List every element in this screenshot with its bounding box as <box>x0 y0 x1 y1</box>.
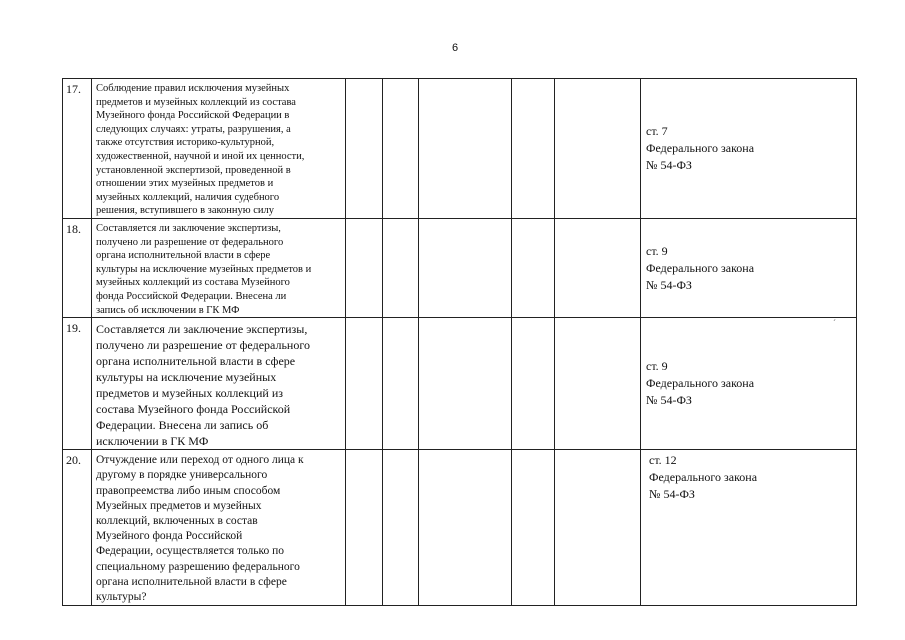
requirement-line: культуры на исключение музейных предметов и <box>96 263 312 275</box>
empty-cell <box>555 219 641 318</box>
requirement-line: Музейного фонда Российской Федерации в <box>96 110 290 122</box>
requirement-line: Составляется ли заключение экспертизы, <box>96 322 308 337</box>
legal-basis-line: Федерального закона <box>646 260 755 275</box>
legal-basis-line: ст. 9 <box>646 359 668 374</box>
requirement-cell <box>92 79 346 219</box>
requirement-line: другому в порядке универсального <box>96 469 268 482</box>
legal-basis-line: № 54-ФЗ <box>649 487 695 502</box>
empty-cell <box>419 318 512 450</box>
empty-cell <box>346 318 383 450</box>
empty-cell <box>555 450 641 606</box>
requirement-line: установленной экспертизой, проведенной в <box>96 164 291 176</box>
page-number: 6 <box>451 42 459 54</box>
empty-cell <box>419 219 512 318</box>
empty-cell <box>346 219 383 318</box>
legal-basis-line: ст. 7 <box>646 124 668 138</box>
requirement-line: Музейных предметов и музейных <box>96 499 262 512</box>
requirement-cell <box>92 219 346 318</box>
requirement-line: Составляется ли заключение экспертизы, <box>96 223 281 234</box>
legal-basis-line: Федерального закона <box>649 470 758 485</box>
legal-basis-cell <box>641 450 857 606</box>
requirement-line: предметов и музейных коллекций из <box>96 386 283 401</box>
requirement-line: состава Музейного фонда Российской <box>96 402 291 417</box>
requirement-line: культуры? <box>96 590 147 603</box>
empty-cell <box>555 79 641 219</box>
legal-basis-line: Федерального закона <box>646 376 755 391</box>
table-row <box>63 318 857 450</box>
legal-basis-line: ст. 9 <box>646 243 668 258</box>
empty-cell <box>383 450 419 606</box>
requirement-line: органа исполнительной власти в сфере <box>96 354 296 369</box>
requirement-line: Соблюдение правил исключения музейных <box>96 83 290 94</box>
requirement-line: решения, вступившего в законную силу <box>96 205 275 217</box>
row-number: 19. <box>63 318 92 450</box>
requirement-line: музейных коллекций, наличия судебного <box>96 191 280 203</box>
requirement-line: культуры на исключение музейных <box>96 370 277 385</box>
row-number: 18. <box>63 219 92 318</box>
row-number: 17. <box>63 79 92 219</box>
requirement-line: получено ли разрешение от федерального <box>96 236 284 248</box>
requirement-line: Музейного фонда Российской <box>96 530 243 543</box>
requirement-line: исключении в ГК МФ <box>96 434 209 449</box>
requirement-line: коллекций, включенных в состав <box>96 514 258 527</box>
row-number: 20. <box>63 450 92 606</box>
requirement-line: правопреемства либо иным способом <box>96 484 281 497</box>
table-row <box>63 450 857 606</box>
legal-basis-line: № 54-ФЗ <box>646 393 692 408</box>
empty-cell <box>383 79 419 219</box>
empty-cell <box>419 79 512 219</box>
empty-cell <box>512 450 555 606</box>
scan-mark: ˊ <box>833 318 836 328</box>
requirement-line: фонда Российской Федерации. Внесена ли <box>96 290 287 302</box>
requirement-line: Федерации, осуществляется только по <box>96 545 285 558</box>
legal-basis-line: ст. 12 <box>649 453 677 468</box>
empty-cell <box>383 219 419 318</box>
requirement-cell <box>92 450 346 606</box>
empty-cell <box>346 450 383 606</box>
empty-cell <box>512 219 555 318</box>
table-row <box>63 219 857 318</box>
legal-basis-cell <box>641 318 857 450</box>
requirement-line: Федерации. Внесена ли запись об <box>96 418 269 433</box>
requirement-line: следующих случаях: утраты, разрушения, а <box>96 123 291 135</box>
empty-cell <box>346 79 383 219</box>
requirement-line: предметов и музейных коллекций из состава <box>96 96 296 108</box>
legal-basis-line: Федерального закона <box>646 141 755 155</box>
requirement-line: органа исполнительной власти в сфере <box>96 575 287 588</box>
requirement-line: отношении этих музейных предметов и <box>96 178 274 190</box>
empty-cell <box>419 450 512 606</box>
requirement-line: музейных коллекций из состава Музейного <box>96 277 290 289</box>
requirement-line: художественной, научной и иной их ценности, <box>96 150 305 162</box>
requirement-line: запись об исключении в ГК МФ <box>96 304 240 316</box>
legal-basis-cell <box>641 79 857 219</box>
legal-basis-line: № 54-ФЗ <box>646 158 692 172</box>
inspection-checklist-table <box>62 78 857 606</box>
empty-cell <box>555 318 641 450</box>
legal-basis-cell <box>641 219 857 318</box>
empty-cell <box>512 318 555 450</box>
requirement-cell <box>92 318 346 450</box>
table-row <box>63 79 857 219</box>
empty-cell <box>383 318 419 450</box>
legal-basis-line: № 54-ФЗ <box>646 277 692 292</box>
empty-cell <box>512 79 555 219</box>
requirement-line: Отчуждение или переход от одного лица к <box>96 454 304 467</box>
requirement-line: органа исполнительной власти в сфере <box>96 250 271 262</box>
requirement-line: специальному разрешению федерального <box>96 560 300 573</box>
requirement-line: получено ли разрешение от федерального <box>96 338 310 353</box>
requirement-line: также отсутствия историко-культурной, <box>96 137 275 149</box>
